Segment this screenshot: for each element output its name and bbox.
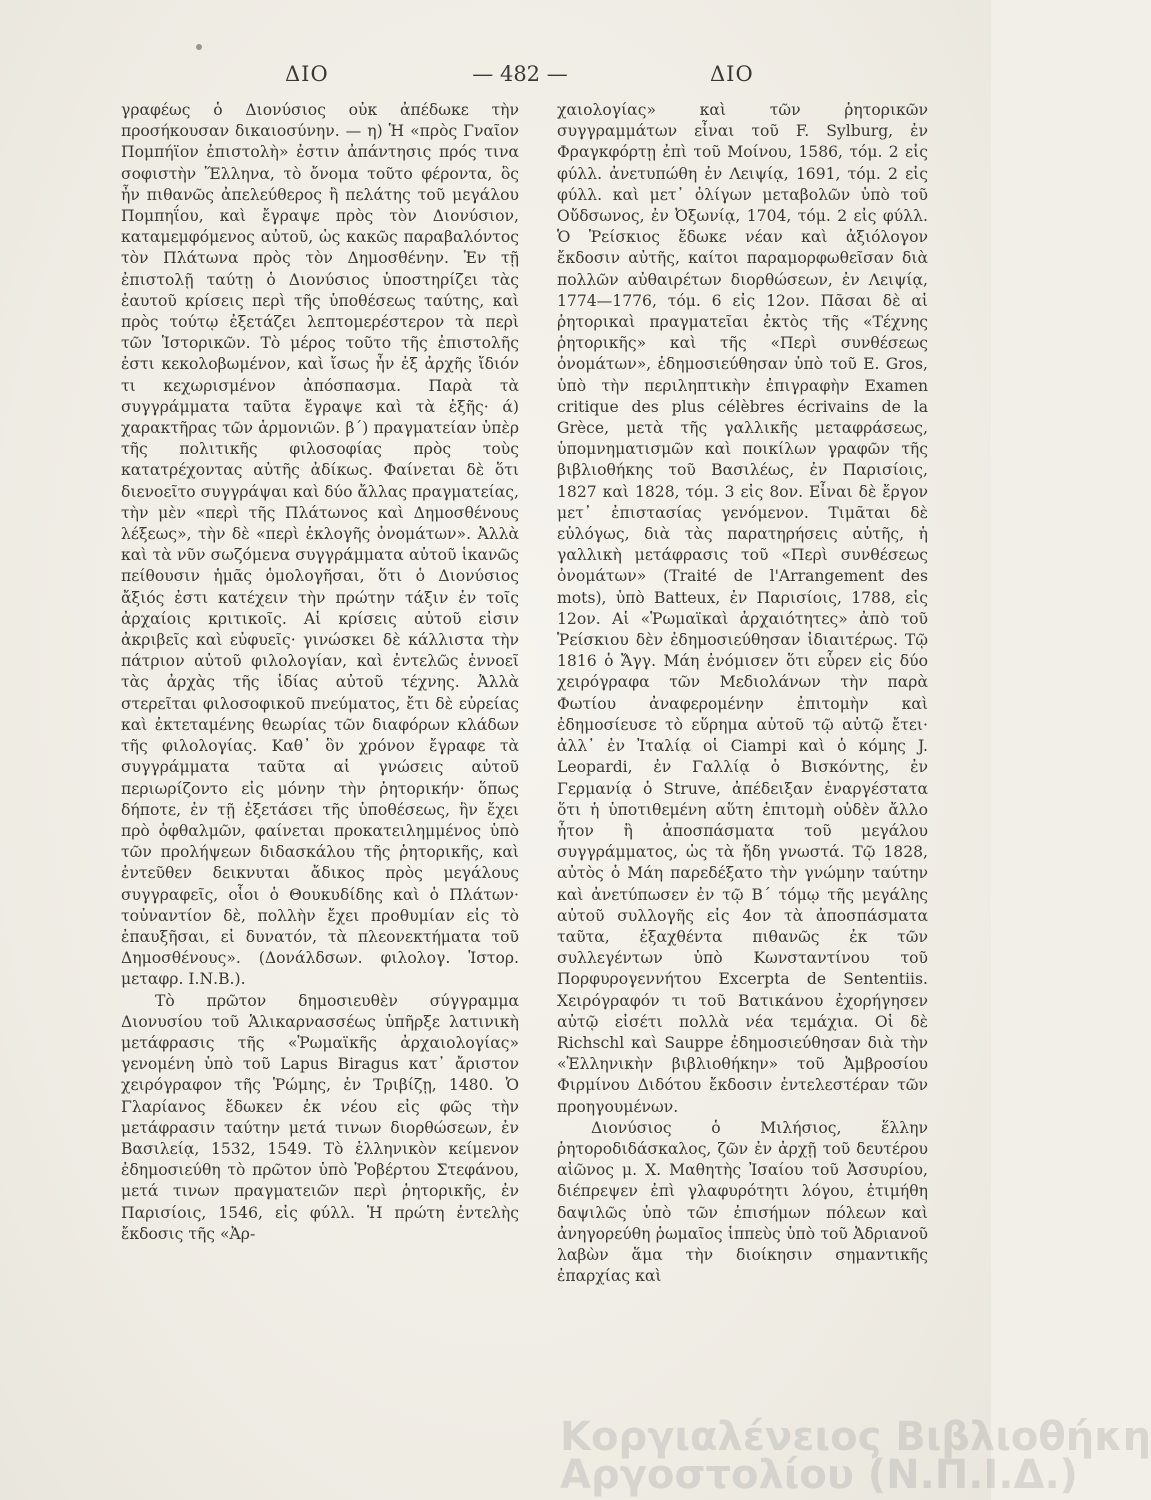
page-header [120,62,880,98]
ink-speck [196,44,202,50]
running-head-left: ΔΙΟ [285,62,329,86]
left-paragraph-1: γραφέως ὁ Διονύσιος οὐκ ἀπέδωκε τὴν προσήκουσαν δικαιοσύνην. — η) Ἡ «πρὸς Γναῖον Πομπήϊον ἐπιστολὴ» ἐστιν ἀπάντησις πρός τινα σοφιστὴν Ἕλληνα, τὸ ὄνομα τοῦτο φέροντα, ὃς ἦν πιθανῶς ἀπελεύθερος ἢ πελάτης τοῦ μεγάλου Πομπηΐου, καὶ ἔγραψε πρὸς τὸν Διονύσιον, καταμεμφόμενος αὐτοῦ, ὡς κακῶς παραβαλόντος τὸν Πλάτωνα πρὸς τὸν Δημοσθένην. Ἐν τῇ ἐπιστολῇ ταύτῃ ὁ Διονύσιος ὑποστηρίζει τὰς ἑαυτοῦ κρίσεις περὶ τῆς ὑποθέσεως ταύτης, καὶ πρὸς τούτῳ ἐξετάζει λεπτομερέστερον τὰ περὶ τῶν Ἱστορικῶν. Τὸ μέρος τοῦτο τῆς ἐπιστολῆς ἐστι κεκολοβωμένον, καὶ ἴσως ἦν ἐξ ἀρχῆς ἴδιόν τι κεχωρισμένον ἀπόσπασμα. Παρὰ τὰ συγγράμματα ταῦτα ἔγραψε καὶ τὰ ἑξῆς· ά) χαρακτῆρας τῶν ἁρμονιῶν. β΄) πραγματείαν ὑπὲρ τῆς πολιτικῆς φιλοσοφίας πρὸς τοὺς κατατρέχοντας αὐτῆς ἀδίκως. Φαίνεται δὲ ὅτι διενοεῖτο συγγράψαι καὶ δύο ἄλλας πραγματείας, τὴν μὲν «περὶ τῆς Πλάτωνος καὶ Δημοσθένους λέξεως», τὴν δὲ «περὶ ἐκλογῆς ὀνομάτων». Ἀλλὰ καὶ τὰ νῦν σωζόμενα συγγράμματα αὐτοῦ ἱκανῶς πείθουσιν ἡμᾶς ὁμολογῆσαι, ὅτι ὁ Διονύσιος ἄξιός ἐστι κατέχειν τὴν πρώτην τάξιν ἐν τοῖς ἀρχαίοις κριτικοῖς. Αἱ κρίσεις αὐτοῦ εἰσιν ἀκριβεῖς καὶ εὐφυεῖς· γινώσκει δὲ κάλλιστα τὴν πάτριον αὐτοῦ φιλολογίαν, καὶ ἐντελῶς ἐννοεῖ τὰς ἀρχὰς τῆς ἰδίας αὐτοῦ τέχνης. Ἀλλὰ στερεῖται φιλοσοφικοῦ πνεύματος, ἔτι δὲ εὐρείας καὶ ἐκτεταμένης θεωρίας τῶν διαφόρων κλάδων τῆς φιλολογίας. Καθ᾿ ὃν χρόνον ἔγραφε τὰ συγγράμματα ταῦτα αἱ γνώσεις αὐτοῦ περιωρίζοντο εἰς μόνην τὴν ῥητορικήν· ὅπως δήποτε, ἐν τῇ ἐξετάσει τῆς ὑποθέσεως, ἣν ἔχει πρὸ ὀφθαλμῶν, φαίνεται προκατειλημμένος ὑπὸ τῶν προλήψεων διδασκάλου τῆς ῥητορικῆς, καὶ ἐντεῦθεν δεικνυται ἄδικος πρὸς μεγάλους συγγραφεῖς, οἷοι ὁ Θουκυδίδης καὶ ὁ Πλάτων· τοὐναντίον δὲ, πολλὴν ἔχει προθυμίαν εἰς τὸ ἐπαυξῆσαι, εἰ δυνατόν, τὰ πλεονεκτήματα τοῦ Δημοσθένους». (Δονάλδσων. φιλολογ. Ἱστορ. μεταφρ. Ι.Ν.Β.). [121,101,519,989]
right-column [557,100,928,1440]
right-paragraph-2: Διονύσιος ὁ Μιλήσιος, ἕλλην ῥητοροδιδάσκαλος, ζῶν ἐν ἀρχῇ τοῦ δευτέρου αἰῶνος μ. Χ. Μαθητὴς Ἰσαίου τοῦ Ἀσσυρίου, διέπρεψεν ἐπὶ γλαφυρότητι λόγου, ἐτιμήθη δαψιλῶς ὑπὸ τῶν ἐπισήμων πόλεων καὶ ἀνηγορεύθη ῥωμαῖος ἱππεὺς ὑπὸ τοῦ Ἀδριανοῦ λαβὼν ἅμα τὴν διοίκησιν σημαντικῆς ἐπαρχίας καὶ [557,1118,928,1286]
watermark-line-2: Αργοστολίου (Ν.Π.Ι.Δ.) [560,1452,1078,1498]
watermark-line-1: Κοργιαλένειος Βιβλιοθήκη [560,1414,1151,1460]
left-paragraph-2: Τὸ πρῶτον δημοσιευθὲν σύγγραμμα Διονυσίου τοῦ Ἁλικαρνασσέως ὑπῆρξε λατινικὴ μετάφρασις τῆς «Ῥωμαϊκῆς ἀρχαιολογίας» γενομένη ὑπὸ τοῦ Lapus Biragus κατ᾿ ἄριστον χειρόγραφον τῆς Ῥώμης, ἐν Τριβίζῃ, 1480. Ὁ Γλαρίανος ἔδωκεν ἐκ νέου εἰς φῶς τὴν μετάφρασιν ταύτην μετά τινων διορθώσεων, ἐν Βασιλείᾳ, 1532, 1549. Τὸ ἑλληνικὸν κείμενον ἐδημοσιεύθη τὸ πρῶτον ὑπὸ Ῥοβέρτου Στεφάνου, μετά τινων πραγματειῶν περὶ ῥητορικῆς, ἐν Παρισίοις, 1546, εἰς φύλλ. Ἡ πρώτη ἐντελὴς ἔκδοσις τῆς «Ἀρ- [121,991,519,1243]
running-head-right: ΔΙΟ [710,62,754,86]
right-paragraph-1: χαιολογίας» καὶ τῶν ῥητορικῶν συγγραμμάτων εἶναι τοῦ F. Sylburg, ἐν Φραγκφόρτῃ ἐπὶ τοῦ Μοίνου, 1586, τόμ. 2 εἰς φύλλ. ἀνετυπώθη ἐν Λειψίᾳ, 1691, τόμ. 2 εἰς φύλλ. καὶ μετ᾿ ὀλίγων μεταβολῶν ὑπὸ τοῦ Οὔδσωνος, ἐν Ὀξωνίᾳ, 1704, τόμ. 2 εἰς φύλλ. Ὁ Ῥείσκιος ἔδωκε νέαν καὶ ἀξιόλογον ἔκδοσιν αὐτῆς, καίτοι παραμορφωθεῖσαν διὰ πολλῶν αὐθαιρέτων διορθώσεων, ἐν Λειψίᾳ, 1774—1776, τόμ. 6 εἰς 12ον. Πᾶσαι δὲ αἱ ῥητορικαὶ πραγματεῖαι ἐκτὸς τῆς «Τέχνης ῥητορικῆς» καὶ τῆς «Περὶ συνθέσεως ὀνομάτων», ἐδημοσιεύθησαν ὑπὸ τοῦ E. Gros, ὑπὸ τὴν περιληπτικὴν ἐπιγραφὴν Examen critique des plus célèbres écrivains de la Grèce, μετὰ τῆς γαλλικῆς μεταφράσεως, ὑπομνηματισμῶν καὶ ποικίλων γραφῶν τῆς βιβλιοθήκης τοῦ Βασιλέως, ἐν Παρισίοις, 1827 καὶ 1828, τόμ. 3 εἰς 8ον. Εἶναι δὲ ἔργον μετ᾿ ἐπιστασίας γενόμενον. Τιμᾶται δὲ εὐλόγως, διὰ τὰς παρατηρήσεις αὐτῆς, ἡ γαλλικὴ μετάφρασις τοῦ «Περὶ συνθέσεως ὀνομάτων» (Traité de l'Arrangement des mots), ὑπὸ Batteux, ἐν Παρισίοις, 1788, εἰς 12ον. Αἱ «Ῥωμαϊκαὶ ἀρχαιότητες» ἀπὸ τοῦ Ῥείσκιου δὲν ἐδημοσιεύθησαν ἰδιαιτέρως. Τῷ 1816 ὁ Ἄγγ. Μάη ἐνόμισεν ὅτι εὗρεν εἰς δύο χειρόγραφα τῶν Μεδιολάνων τὴν παρὰ Φωτίου ἀναφερομένην ἐπιτομὴν καὶ ἐδημοσίευσε τὸ εὕρημα αὐτοῦ τῷ αὐτῷ ἔτει· ἀλλ᾿ ἐν Ἰταλίᾳ οἱ Ciampi καὶ ὁ κόμης J. Leopardi, ἐν Γαλλίᾳ ὁ Βισκόντης, ἐν Γερμανίᾳ ὁ Struve, ἀπέδειξαν ἐναργέστατα ὅτι ἡ ὑποτιθεμένη αὕτη ἐπιτομὴ οὐδὲν ἄλλο ἦτον ἢ ἀποσπάσματα τοῦ μεγάλου συγγράμματος, ὡς τὰ ἤδη γνωστά. Τῷ 1828, αὐτὸς ὁ Μάη παρεδέξατο τὴν γνώμην ταύτην καὶ ἀνετύπωσεν ἐν τῷ Β΄ τόμῳ τῆς μεγάλης αὐτοῦ συλλογῆς εἰς 4ον τὰ ἀποσπάσματα ταῦτα, ἐξαχθέντα πιθανῶς ἐκ τῶν συλλεγέντων ὑπὸ Κωνσταντίνου τοῦ Πορφυρογεννήτου Excerpta de Sententiis. Χειρόγραφόν τι τοῦ Βατικάνου ἐχορήγησεν αὐτῷ εἰσέτι πολλὰ νέα τεμάχια. Οἱ δὲ Richschl καὶ Sauppe ἐδημοσιεύθησαν διὰ τὴν «Ἑλληνικὴν βιβλιοθήκην» τοῦ Ἀμβροσίου Φιρμίνου Διδότου ἔκδοσιν ἐντελεστέραν τῶν προηγουμένων. [557,101,928,1116]
left-column [121,100,519,1440]
page-number: — 482 — [472,62,568,86]
